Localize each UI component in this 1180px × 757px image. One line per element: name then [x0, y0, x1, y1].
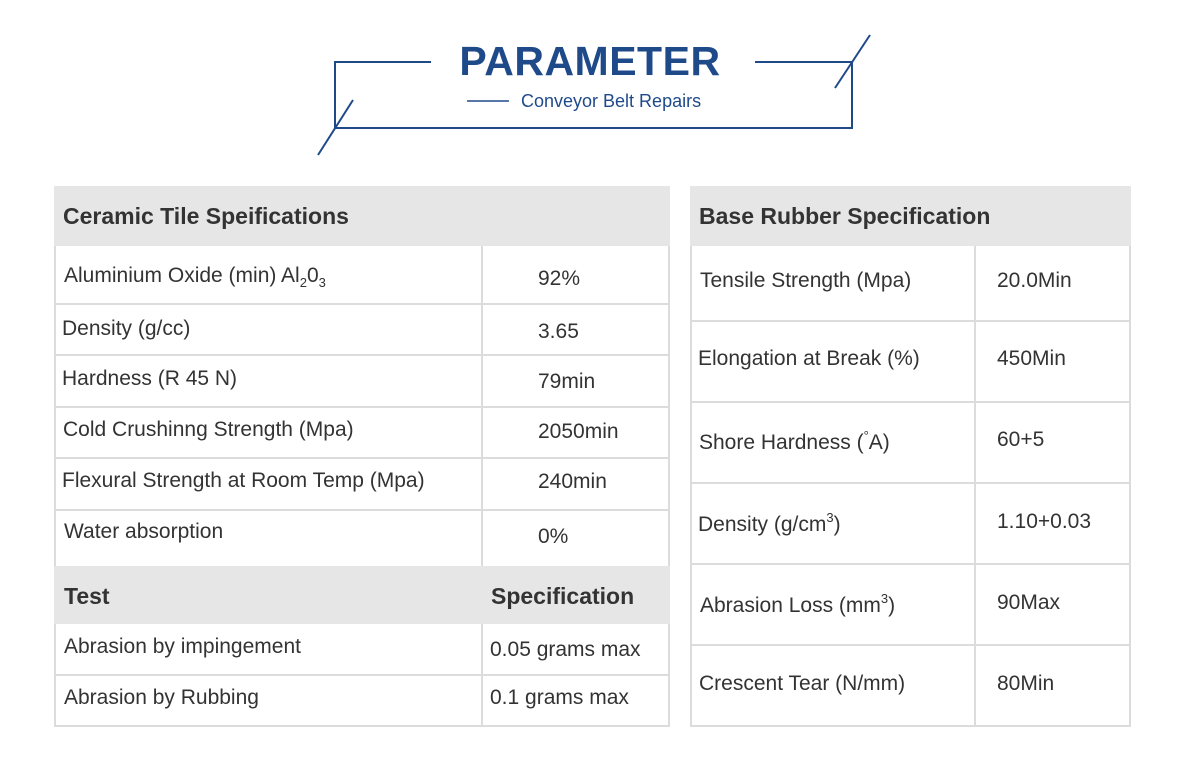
row-label: Hardness (R 45 N) — [62, 367, 238, 390]
row-value: 20.0Min — [997, 269, 1072, 292]
row-value: 79min — [538, 370, 596, 393]
page-header — [0, 0, 1180, 170]
ceramic-table-heading-bar — [54, 186, 670, 246]
row-value: 0% — [538, 525, 569, 548]
rubber-table-heading: Base Rubber Specification — [699, 203, 991, 229]
page-subtitle: Conveyor Belt Repairs — [521, 91, 702, 111]
row-label: Crescent Tear (N/mm) — [699, 672, 906, 695]
row-label: Cold Crushinng Strength (Mpa) — [63, 418, 354, 441]
header-frame-decoration — [0, 0, 1180, 170]
row-value: 450Min — [997, 347, 1066, 370]
base-rubber-table — [690, 186, 1131, 727]
row-value: 80Min — [997, 672, 1055, 695]
row-value: 3.65 — [538, 320, 579, 343]
row-label: Aluminium Oxide (min) $Al_20_3$ — [64, 264, 326, 290]
specification-column-header: Specification — [491, 583, 635, 609]
ceramic-tile-table — [54, 186, 670, 727]
row-label: Density $(g/cm^3)$ — [698, 510, 841, 536]
ceramic-table-heading: Ceramic Tile Speifications — [63, 203, 349, 229]
row-value: 90Max — [997, 591, 1061, 614]
row-label: Abrasion by Rubbing — [64, 686, 259, 709]
row-label: Density (g/cc) — [62, 317, 191, 340]
row-label: Water absorption — [64, 520, 224, 543]
row-label: Abrasion by impingement — [64, 635, 301, 658]
row-label: Abrasion Loss $(mm^3)$ — [700, 591, 896, 617]
row-value: 1.10+0.03 — [997, 510, 1092, 533]
row-value: 240min — [538, 470, 607, 493]
row-value: 0.05 grams max — [490, 638, 641, 661]
test-column-header: Test — [64, 583, 110, 609]
row-label: Shore Hardness (°A) — [699, 428, 890, 454]
row-label: Tensile Strength (Mpa) — [700, 269, 912, 292]
row-value: 2050min — [538, 420, 619, 443]
row-label: Elongation at Break (%) — [698, 347, 920, 370]
row-value: 0.1 grams max — [490, 686, 629, 709]
row-label: Flexural Strength at Room Temp (Mpa) — [62, 469, 425, 492]
row-value: 92% — [538, 267, 581, 290]
rubber-table-heading-bar — [690, 186, 1131, 246]
test-table-header — [54, 566, 670, 624]
row-value: 60+5 — [997, 428, 1045, 451]
page-title: PARAMETER — [459, 38, 721, 84]
